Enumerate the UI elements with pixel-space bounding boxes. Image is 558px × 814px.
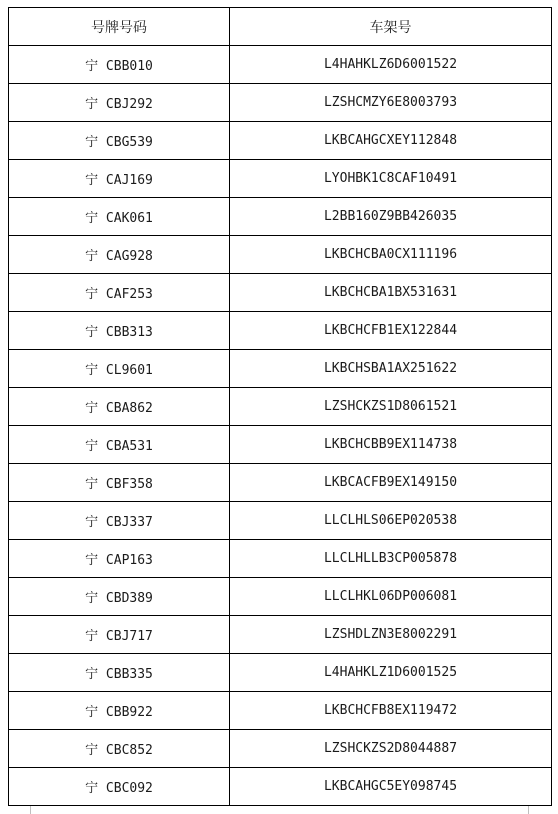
- vin-cell: LKBCHCBB9EX114738: [230, 426, 552, 464]
- plate-number-cell: 宁 CBC092: [9, 768, 230, 806]
- table-row: [9, 160, 552, 198]
- table-row: [9, 274, 552, 312]
- vin-cell: LZSHCKZS1D8061521: [230, 388, 552, 426]
- vin-cell: L4HAHKLZ6D6001522: [230, 46, 552, 84]
- table-row: [9, 616, 552, 654]
- plate-number-cell: 宁 CBG539: [9, 122, 230, 160]
- vin-cell: LKBCHSBA1AX251622: [230, 350, 552, 388]
- table-row: [9, 654, 552, 692]
- table-row: [9, 540, 552, 578]
- column-header-vin: 车架号: [230, 8, 552, 46]
- vehicle-table: [8, 7, 552, 806]
- table-row: [9, 46, 552, 84]
- plate-number-cell: 宁 CBF358: [9, 464, 230, 502]
- vin-cell: LZSHDLZN3E8002291: [230, 616, 552, 654]
- table-row: [9, 312, 552, 350]
- table-row: [9, 236, 552, 274]
- vin-cell: LZSHCMZY6E8003793: [230, 84, 552, 122]
- vin-cell: LKBCAHGCXEY112848: [230, 122, 552, 160]
- plate-number-cell: 宁 CBA531: [9, 426, 230, 464]
- plate-number-cell: 宁 CL9601: [9, 350, 230, 388]
- plate-number-cell: 宁 CBA862: [9, 388, 230, 426]
- page-corner-mark-right: [528, 806, 529, 814]
- table-row: [9, 578, 552, 616]
- plate-number-cell: 宁 CAF253: [9, 274, 230, 312]
- plate-number-cell: 宁 CBJ717: [9, 616, 230, 654]
- table-row: [9, 464, 552, 502]
- table-row: [9, 84, 552, 122]
- plate-number-cell: 宁 CAP163: [9, 540, 230, 578]
- plate-number-cell: 宁 CBB313: [9, 312, 230, 350]
- table-row: [9, 426, 552, 464]
- vin-cell: LZSHCKZS2D8044887: [230, 730, 552, 768]
- vin-cell: LKBCAHGC5EY098745: [230, 768, 552, 806]
- table-row: [9, 692, 552, 730]
- table-row: [9, 198, 552, 236]
- vin-cell: LLCLHKL06DP006081: [230, 578, 552, 616]
- page-corner-mark-left: [30, 806, 31, 814]
- vin-cell: LLCLHLS06EP020538: [230, 502, 552, 540]
- table-body: [9, 46, 552, 806]
- vin-cell: L2BB160Z9BB426035: [230, 198, 552, 236]
- vin-cell: LKBCHCBA1BX531631: [230, 274, 552, 312]
- vin-cell: LYOHBK1C8CAF10491: [230, 160, 552, 198]
- table-row: [9, 122, 552, 160]
- table-row: [9, 502, 552, 540]
- table-row: [9, 350, 552, 388]
- plate-number-cell: 宁 CAK061: [9, 198, 230, 236]
- vin-cell: LLCLHLLB3CP005878: [230, 540, 552, 578]
- plate-number-cell: 宁 CBB922: [9, 692, 230, 730]
- plate-number-cell: 宁 CAJ169: [9, 160, 230, 198]
- vin-cell: L4HAHKLZ1D6001525: [230, 654, 552, 692]
- plate-number-cell: 宁 CBJ292: [9, 84, 230, 122]
- plate-number-cell: 宁 CBB335: [9, 654, 230, 692]
- table-row: [9, 768, 552, 806]
- plate-number-cell: 宁 CBJ337: [9, 502, 230, 540]
- table-header-row: [9, 8, 552, 46]
- plate-number-cell: 宁 CAG928: [9, 236, 230, 274]
- column-header-plate-number: 号牌号码: [9, 8, 230, 46]
- vin-cell: LKBCHCBA0CX111196: [230, 236, 552, 274]
- table-row: [9, 730, 552, 768]
- plate-number-cell: 宁 CBB010: [9, 46, 230, 84]
- vin-cell: LKBCHCFB8EX119472: [230, 692, 552, 730]
- plate-number-cell: 宁 CBC852: [9, 730, 230, 768]
- vin-cell: LKBCACFB9EX149150: [230, 464, 552, 502]
- plate-number-cell: 宁 CBD389: [9, 578, 230, 616]
- vin-cell: LKBCHCFB1EX122844: [230, 312, 552, 350]
- table-row: [9, 388, 552, 426]
